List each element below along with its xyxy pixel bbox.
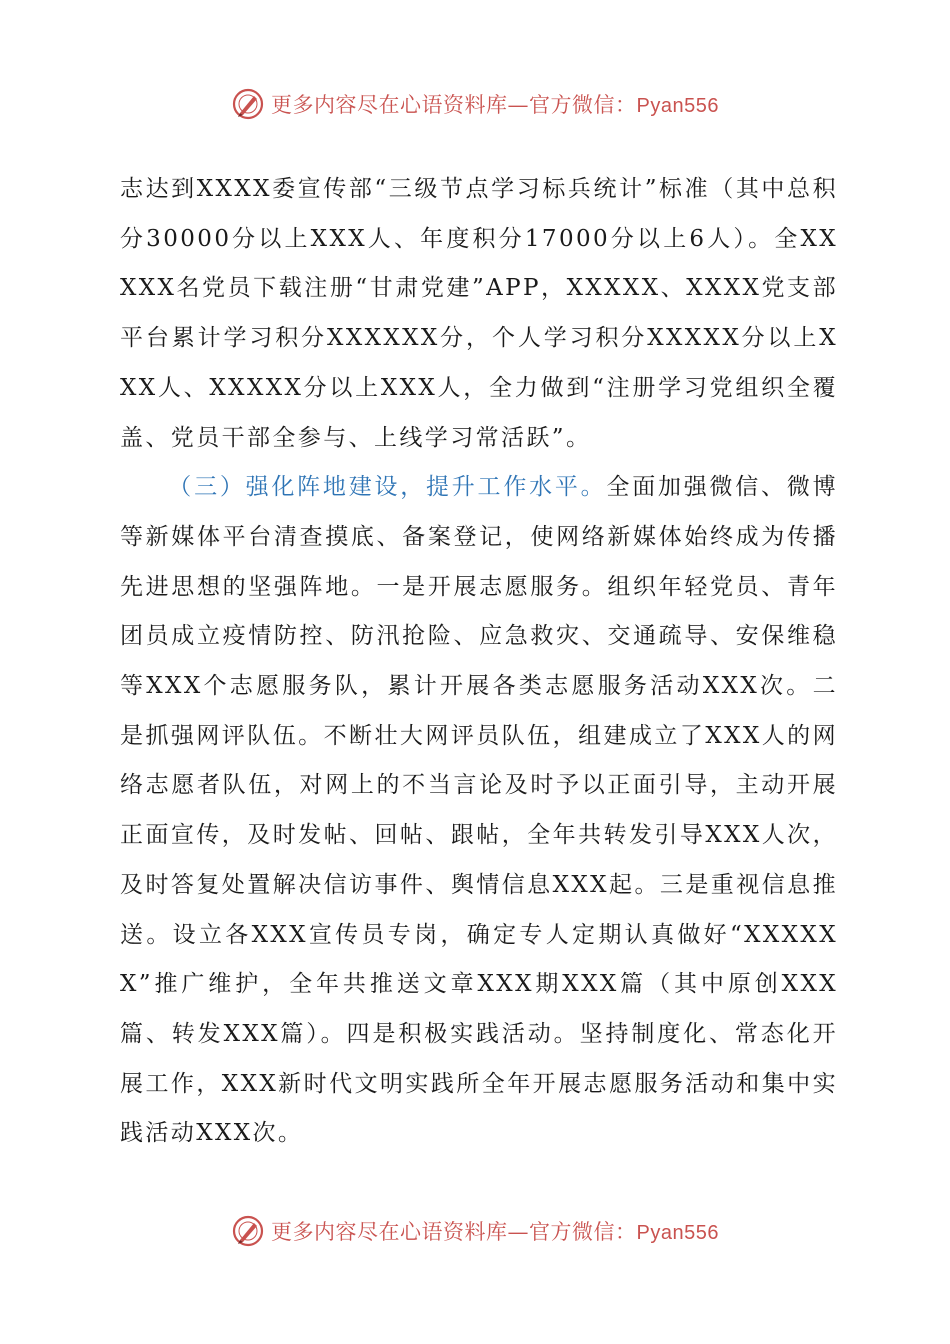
pen-logo-icon (231, 87, 265, 121)
banner-label: 更多内容尽在心语资料库—官方微信： (271, 93, 637, 117)
banner-text (271, 89, 719, 119)
paragraph-2-text: 全面加强微信、微博等新媒体平台清查摸底、备案登记，使网络新媒体始终成为传播先进思想的坚强阵地。一是开展志愿服务。组织年轻党员、青年团员成立疫情防控、防汛抢险、应急救灾、交通疏导、安保维稳等XXX个志愿服务队，累计开展各类志愿服务活动XXX次。二是抓强网评队伍。不断壮大网评员队伍，组建成立了XXX人的网络志愿者队伍，对网上的不当言论及时予以正面引导，主动开展正面宣传，及时发帖、回帖、跟帖，全年共转发引导XXX人次，及时答复处置解决信访事件、舆情信息XXX起。三是重视信息推送。设立各XXX宣传员专岗，确定专人定期认真做好“XXXXXX”推广维护，全年共推送文章XXX期XXX篇（其中原创XXX篇、转发XXX篇）。四是积极实践活动。坚持制度化、常态化开展工作，XXX新时代文明实践所全年开展志愿服务活动和集中实践活动XXX次。 (120, 474, 838, 1147)
banner-label: 更多内容尽在心语资料库—官方微信： (271, 1220, 637, 1244)
paragraph-2 (120, 463, 838, 1159)
section-heading: （三）强化阵地建设，提升工作水平。 (168, 474, 607, 501)
pen-logo-icon (231, 1214, 265, 1248)
banner-wechat-id: Pyan556 (636, 95, 719, 117)
paragraph-1: 志达到XXXX委宣传部“三级节点学习标兵统计”标准（其中总积分30000分以上XXX人、年度积分17000分以上6人）。全XXXXX名党员下载注册“甘肃党建”APP，XXXXX、XXXX党支部平台累计学习积分XXXXXX分，个人学习积分XXXXX分以上XXX人、XXXXX分以上XXX人，全力做到“注册学习党组织全覆盖、党员干部全参与、上线学习常活跃”。 (120, 176, 838, 451)
banner-wechat-id: Pyan556 (636, 1222, 719, 1244)
banner-text (271, 1216, 719, 1246)
header-banner (0, 84, 950, 124)
document-body (120, 165, 838, 1159)
footer-banner (0, 1211, 950, 1251)
